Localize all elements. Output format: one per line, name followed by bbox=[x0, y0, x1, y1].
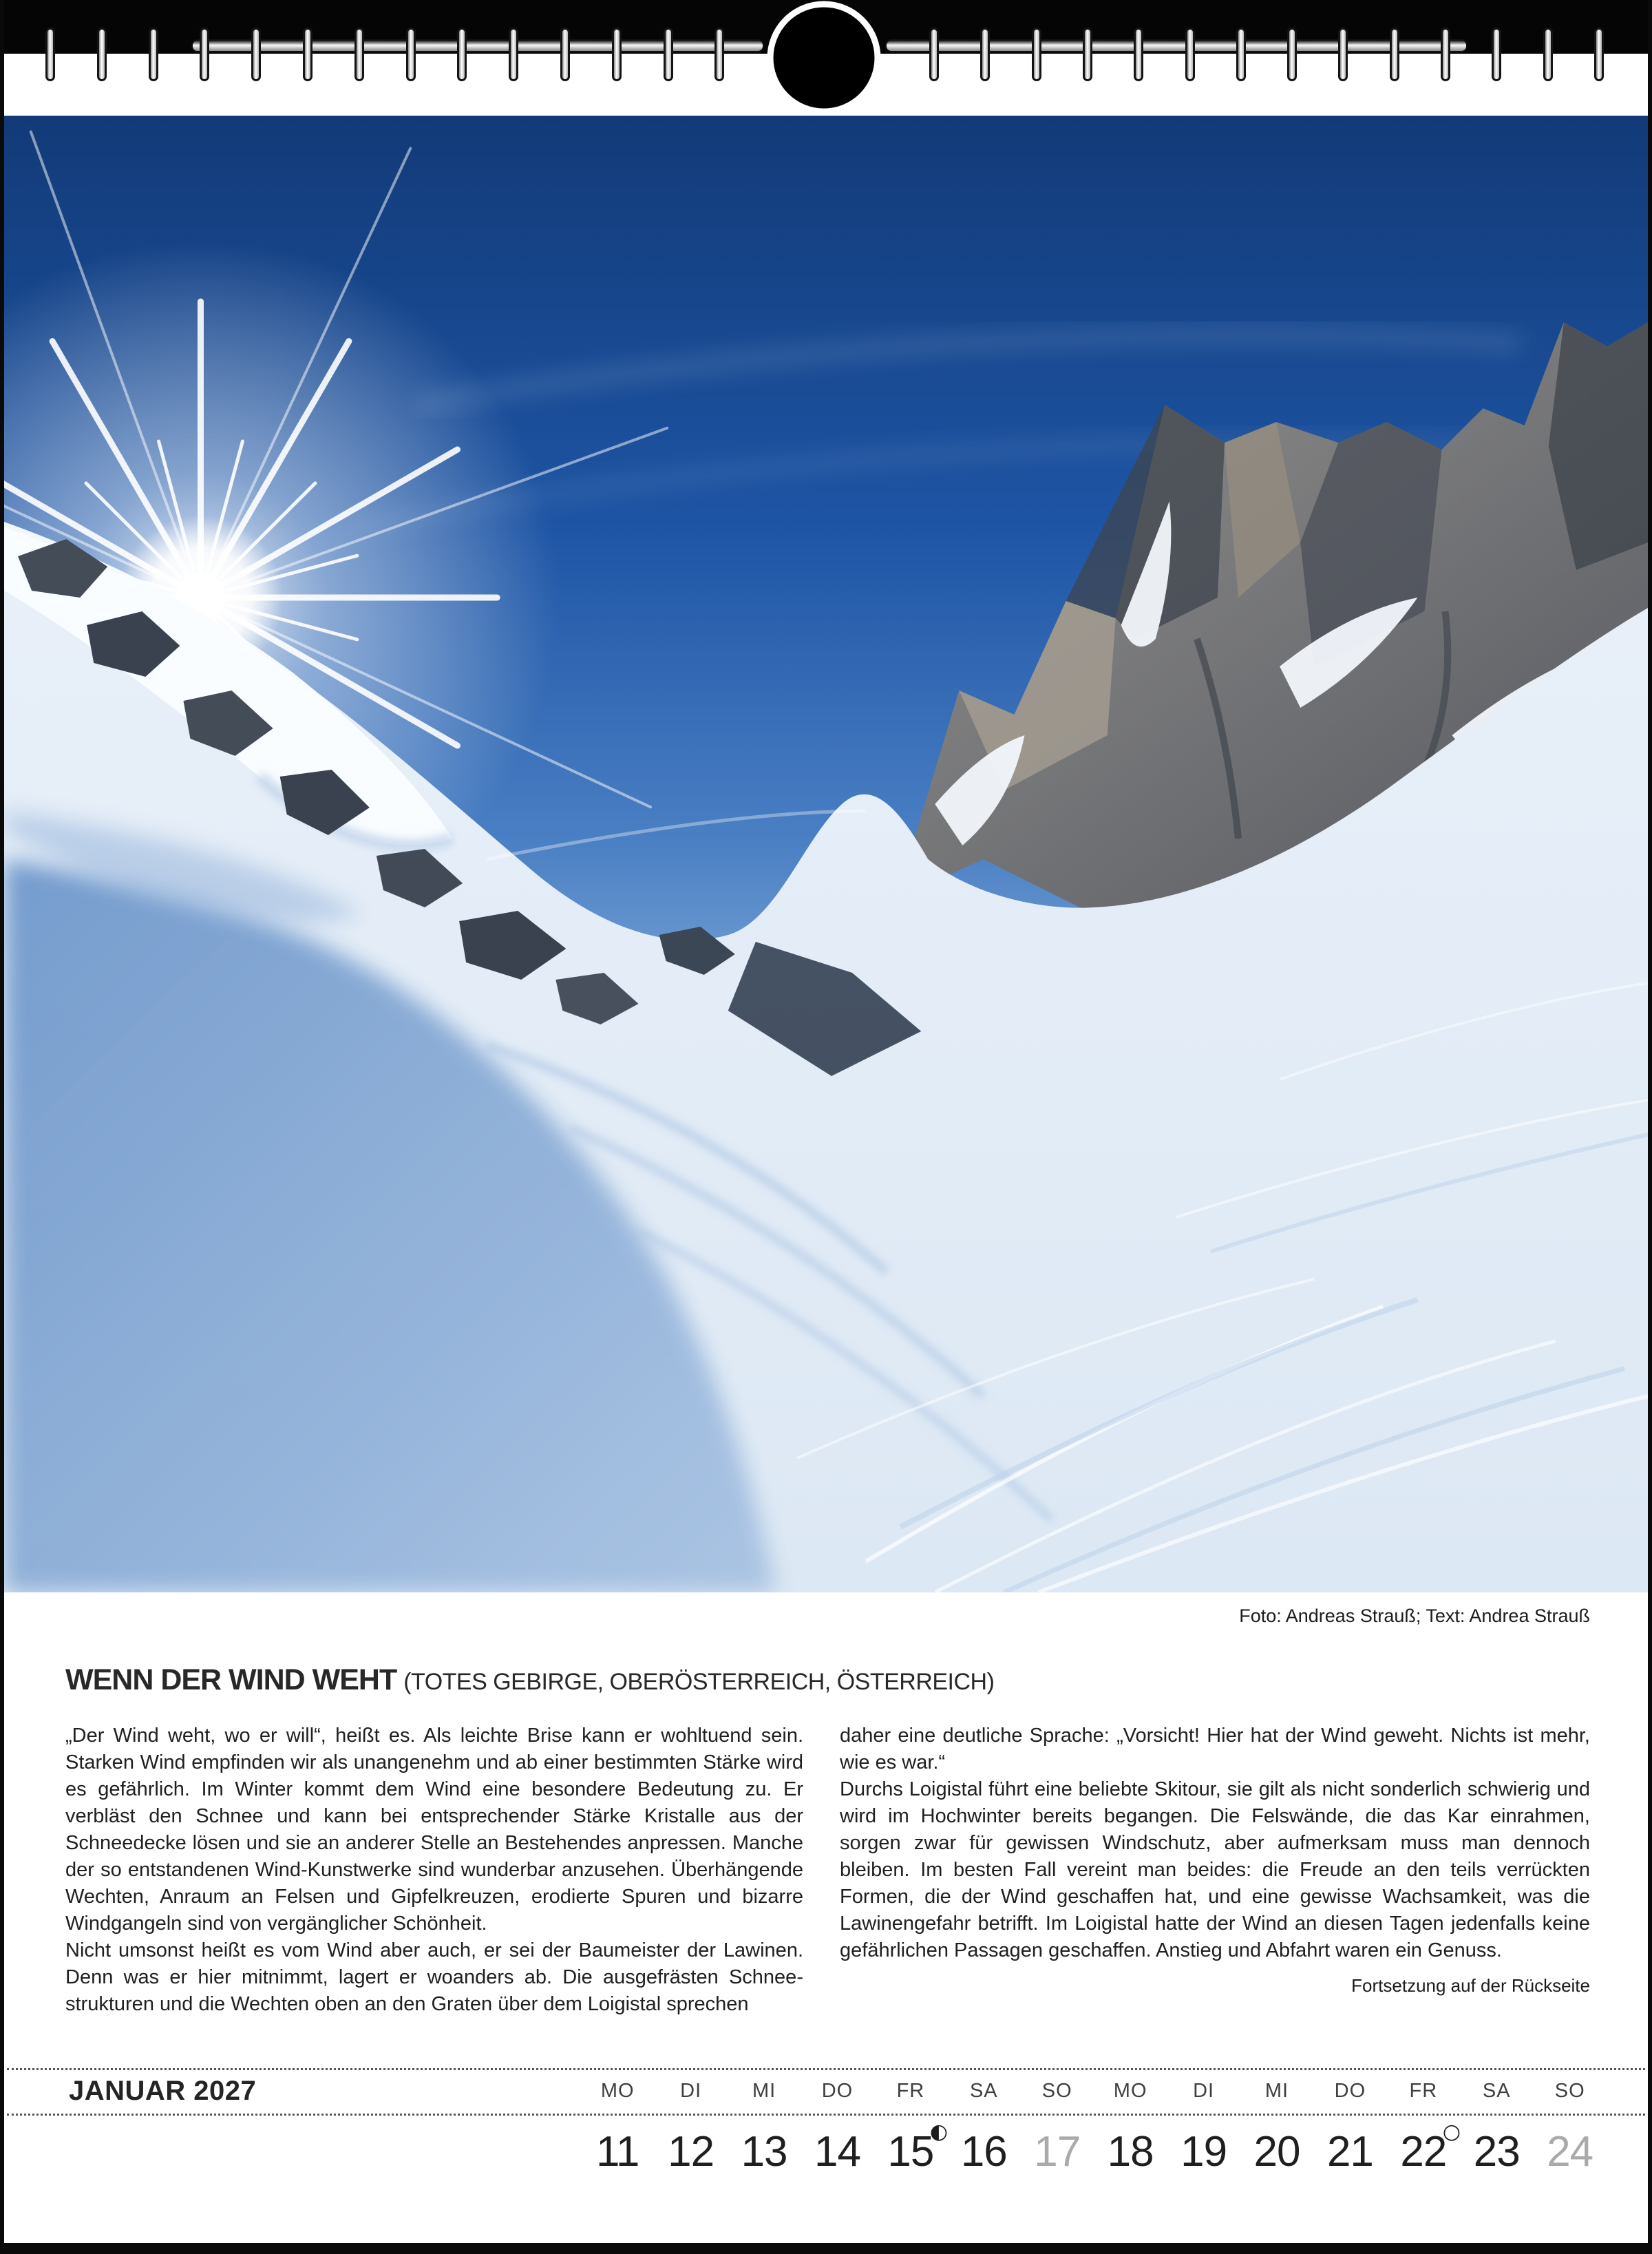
weekday-label: MO bbox=[600, 2080, 635, 2102]
wire-loop-icon bbox=[612, 28, 622, 81]
calendar-photo bbox=[4, 116, 1648, 1592]
hanger-ring-icon bbox=[754, 0, 896, 123]
wire-loop-icon bbox=[1032, 28, 1041, 81]
weekday-label: DO bbox=[821, 2080, 854, 2102]
binding-wire-bar-right bbox=[885, 39, 1468, 52]
page-edge-bottom bbox=[0, 2243, 1652, 2254]
day-number: 23 bbox=[1473, 2128, 1520, 2176]
article-paragraph: Nicht umsonst heißt es vom Wind aber auch, er sei der Baumeister der Lawinen. Denn was er hier mitnimmt, lagert er woanders ab. Die ausgefrästen Schneestrukturen und die Wechten oben an den Graten über dem Loigistal sprechen bbox=[65, 1939, 803, 2015]
weekday-label: FR bbox=[1409, 2080, 1438, 2102]
wire-loop-icon bbox=[1390, 28, 1399, 81]
wire-loop-icon bbox=[1185, 28, 1195, 81]
title-location: (TOTES GEBIRGE, OBERÖSTERREICH, ÖSTERREICH) bbox=[403, 1669, 995, 1695]
wire-loop-icon bbox=[406, 28, 416, 81]
wire-loop-icon bbox=[1287, 28, 1297, 81]
wire-loop-icon bbox=[1083, 28, 1092, 81]
weekday-label: SO bbox=[1554, 2080, 1585, 2102]
day-cell bbox=[947, 2119, 1020, 2185]
wire-loop-icon bbox=[457, 28, 467, 81]
wire-loop-icon bbox=[1338, 28, 1348, 81]
day-number: 19 bbox=[1180, 2128, 1227, 2176]
weekday-label: DO bbox=[1334, 2080, 1366, 2102]
weekday-label: SA bbox=[1482, 2080, 1511, 2102]
weekday-label: MI bbox=[1264, 2080, 1289, 2102]
month-label: JANUAR 2027 bbox=[69, 2076, 257, 2106]
day-cell bbox=[874, 2119, 947, 2185]
wire-loop-icon bbox=[714, 28, 724, 81]
title-main: WENN DER WIND WEHT bbox=[65, 1663, 397, 1696]
article-paragraph: Durchs Loigistal führt eine beliebte Skitour, sie gilt als nicht sonderlich schwierig und wird im Hochwinter bereits begangen. Die Felswände, die das Kar einrahmen, sorgen zwar für gewissen Windschutz, aber aufmerksam muss man dennoch bleiben. Im besten Fall vereint man beides: die Freude an den teils verrückten Formen, die der Wind geschaffen hat, und eine gewisse Wachsamkeit, was die Lawinengefahr betrifft. Im Loigistal hatte der Wind an diesen Tagen jedenfalls keine gefährlichen Passagen geschaffen. Anstieg und Abfahrt waren ein Genuss. bbox=[840, 1778, 1590, 1961]
photo-credit: Foto: Andreas Strauß; Text: Andrea Strauß bbox=[1239, 1605, 1590, 1626]
wire-loop-icon bbox=[354, 28, 364, 81]
wire-loop-icon bbox=[1441, 28, 1450, 81]
article-column-left bbox=[65, 1723, 803, 2018]
wire-loop-icon bbox=[664, 28, 673, 81]
page-title bbox=[65, 1663, 994, 1697]
wire-loop-icon bbox=[980, 28, 990, 81]
day-number: 24 bbox=[1547, 2128, 1593, 2176]
day-cell bbox=[1387, 2119, 1460, 2185]
day-number: 14 bbox=[814, 2128, 860, 2176]
weekday-header-row bbox=[581, 2068, 1607, 2114]
day-number: 22 bbox=[1400, 2128, 1447, 2176]
day-number: 16 bbox=[960, 2128, 1007, 2176]
winter-mountain-photo bbox=[4, 116, 1648, 1592]
day-cell bbox=[801, 2119, 873, 2185]
day-cell bbox=[1094, 2119, 1167, 2185]
weekday-label: SO bbox=[1041, 2080, 1072, 2102]
continuation-note: Fortsetzung auf der Rückseite bbox=[1351, 1975, 1590, 1996]
page-edge-right bbox=[1648, 0, 1652, 2254]
wire-loop-icon bbox=[200, 28, 209, 81]
wire-loop-icon bbox=[1492, 28, 1501, 81]
day-number-row bbox=[581, 2119, 1607, 2185]
article-column-right bbox=[840, 1723, 1590, 1999]
wire-loop-icon bbox=[509, 28, 518, 81]
binding-wire-bar-left bbox=[191, 39, 764, 52]
moon-phase-icon: ○ bbox=[1442, 2120, 1461, 2144]
moon-phase-icon: ◐ bbox=[929, 2120, 948, 2144]
day-cell bbox=[1313, 2119, 1386, 2185]
day-number: 21 bbox=[1326, 2128, 1373, 2176]
weekday-label: SA bbox=[969, 2080, 998, 2102]
day-number: 15 bbox=[887, 2128, 934, 2176]
day-cell bbox=[654, 2119, 727, 2185]
day-cell bbox=[728, 2119, 801, 2185]
day-cell bbox=[581, 2119, 654, 2185]
weekday-label: DI bbox=[1193, 2080, 1215, 2102]
day-cell bbox=[1240, 2119, 1313, 2185]
day-cell bbox=[1460, 2119, 1533, 2185]
wire-loop-icon bbox=[1236, 28, 1246, 81]
article-paragraph: daher eine deutliche Sprache: „Vorsicht! Hier hat der Wind geweht. Nichts ist mehr, wie es war.“ bbox=[840, 1725, 1590, 1773]
wire-loop-icon bbox=[560, 28, 570, 81]
day-number: 17 bbox=[1034, 2128, 1081, 2176]
dotted-rule-bottom bbox=[7, 2114, 1645, 2116]
wire-loop-icon bbox=[1594, 28, 1604, 81]
day-number: 20 bbox=[1253, 2128, 1300, 2176]
weekday-label: FR bbox=[896, 2080, 925, 2102]
page-edge-left bbox=[0, 0, 4, 2254]
day-number: 11 bbox=[596, 2128, 639, 2176]
weekday-label: MI bbox=[752, 2080, 776, 2102]
day-number: 13 bbox=[741, 2128, 787, 2176]
day-cell bbox=[1167, 2119, 1240, 2185]
wire-loop-icon bbox=[303, 28, 313, 81]
day-cell-sunday bbox=[1533, 2119, 1606, 2185]
day-cell-sunday bbox=[1021, 2119, 1094, 2185]
article-paragraph: „Der Wind weht, wo er will“, heißt es. Als leichte Brise kann er wohltuend sein. Starken Wind empfinden wir als unangenehm und ab einer bestimmten Stärke wird es gefährlich. Im Winter kommt dem Wind eine besondere Bedeutung zu. Er verbläst den Schnee und kann bei entsprechender Stärke Kristalle aus der Schneedecke lösen und sie an anderer Stelle an Bestehendes anpressen. Manche der so entstandenen Wind-Kunstwerke sind wunderbar anzusehen. Überhängende Wechten, Anraum an Felsen und Gipfelkreuzen, erodierte Spuren und bizarre Windgangeln sind von vergänglicher Schönheit. bbox=[65, 1725, 803, 1935]
wire-loop-icon bbox=[149, 28, 158, 81]
wire-loop-icon bbox=[45, 28, 55, 81]
wire-loop-icon bbox=[251, 28, 261, 81]
wire-loop-icon bbox=[929, 28, 939, 81]
wire-loop-icon bbox=[1543, 28, 1553, 81]
weekday-label: MO bbox=[1113, 2080, 1147, 2102]
day-number: 18 bbox=[1107, 2128, 1154, 2176]
wire-loop-icon bbox=[97, 28, 107, 81]
weekday-label: DI bbox=[680, 2080, 702, 2102]
wire-loop-icon bbox=[1134, 28, 1143, 81]
day-number: 12 bbox=[668, 2128, 714, 2176]
